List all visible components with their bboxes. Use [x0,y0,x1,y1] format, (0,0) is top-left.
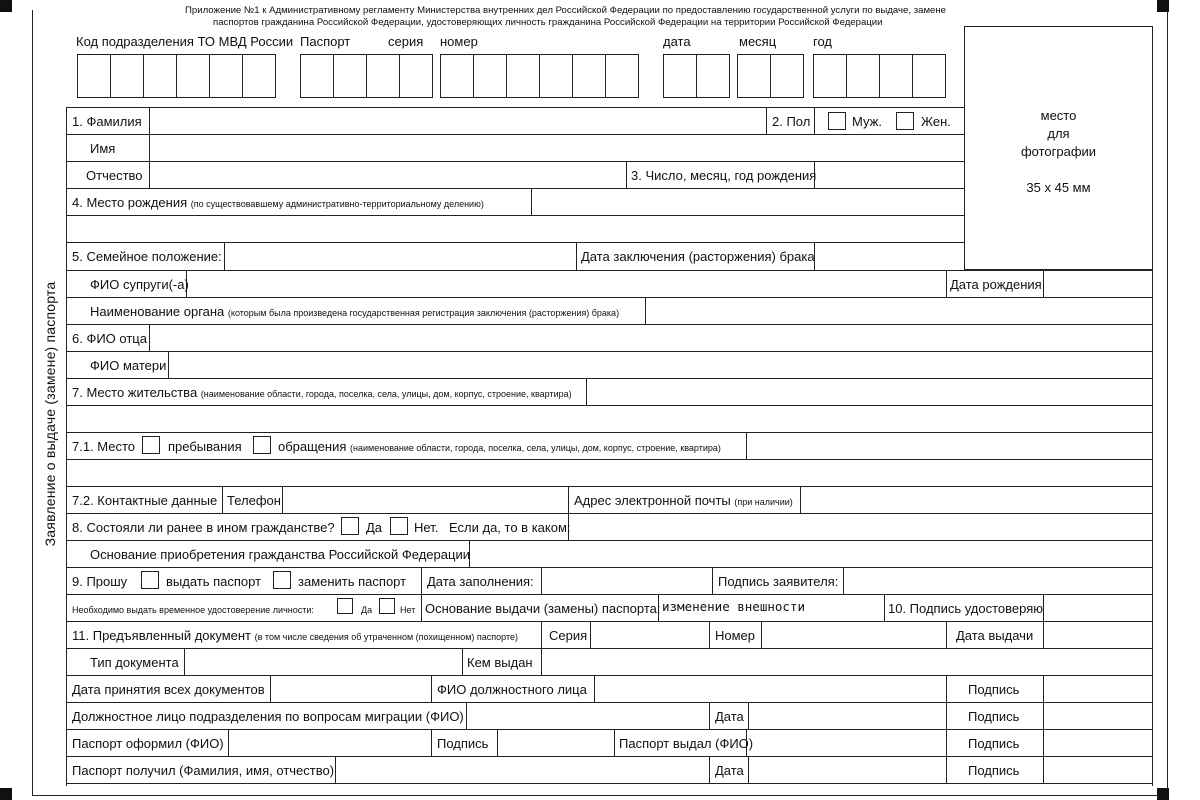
issue-date-input[interactable] [1045,623,1150,647]
corner-mark [0,0,12,12]
doc11-title: 11. Предъявленный документ [72,628,252,643]
reason-value[interactable]: изменение внешности [662,599,805,614]
col-line [843,567,844,594]
photo-text-3: фотографии [1020,144,1097,159]
row-line [66,621,1152,622]
formed-signature-label: Подпись [437,736,489,751]
signature-label: Подпись [968,763,1020,778]
patronymic-label: Отчество [86,168,143,183]
appeal-label [278,439,721,456]
col-line [946,270,947,297]
marital-label: 5. Семейное положение: [72,249,222,264]
residence-title: 7. Место жительства [72,385,198,400]
col-line [709,702,710,729]
official-label: ФИО должностного лица [437,682,587,697]
phone-label: Телефон [227,493,281,508]
row-line [66,594,1152,595]
col-line [421,594,422,621]
row-line [66,702,1152,703]
signature-label: Подпись [968,736,1020,751]
birthplace-note: (по существовавшему административно-территориальному делению) [190,199,484,209]
col-line [1043,270,1044,297]
handed-label: Паспорт выдал (ФИО) [619,736,754,751]
col-line [748,702,749,729]
marriage-date-label: Дата заключения (расторжения) брака [581,249,815,264]
appeal-checkbox[interactable] [253,436,271,454]
signature-input[interactable] [1045,731,1150,755]
birthplace-input-2[interactable] [68,217,961,241]
organ-note: (которым была произведена государственная регистрация заключения (расторжения) брака) [227,308,620,318]
row-line [66,756,1152,757]
col-line [497,729,498,756]
issued-by-label: Кем выдан [467,655,533,670]
passport-number-boxes[interactable] [440,54,639,98]
issue-label: выдать паспорт [166,574,262,589]
other-cit-yes-checkbox[interactable] [341,517,359,535]
col-line [746,432,747,459]
basis-label: Основание приобретения гражданства Российской Федерации [90,547,470,562]
dept-code-boxes[interactable] [77,54,276,98]
col-line [594,675,595,702]
year-label: год [813,34,832,49]
col-line [748,756,749,783]
passport-series-boxes[interactable] [300,54,433,98]
col-line [761,621,762,648]
col-line [421,567,422,594]
row-line [66,215,964,216]
reason-label: Основание выдачи (замены) паспорта: [425,601,661,616]
col-line [884,594,885,621]
col-line [614,729,615,756]
row-line [66,242,964,243]
other-cit-no-checkbox[interactable] [390,517,408,535]
row-line [66,567,1152,568]
stay-checkbox[interactable] [142,436,160,454]
col-line [800,486,801,513]
accept-date-label: Дата принятия всех документов [72,682,265,697]
month-boxes[interactable] [737,54,804,98]
temp-yes-checkbox[interactable] [337,598,353,614]
doc11-note: (в том числе сведения об утраченном (похищенном) паспорте) [254,632,518,642]
col-line [946,675,947,783]
birthplace-title: 4. Место рождения [72,195,188,210]
series-label: серия [388,34,424,49]
col-line [1043,594,1044,621]
birthplace-input[interactable] [533,190,961,214]
migration-date-input[interactable] [750,704,944,728]
other-cit-yes-label: Да [366,520,383,535]
number-field-input[interactable] [763,623,944,647]
official-input[interactable] [596,677,944,701]
stay-label: пребывания [168,439,242,454]
header-line-2: паспортов гражданина Российской Федерации, удостоверяющих личность гражданина Российской Федерации на территории Российской Федерации [213,17,883,28]
row-line [66,161,964,162]
row-line [66,675,1152,676]
col-line [946,621,947,648]
row-line [66,432,1152,433]
col-line [586,378,587,405]
row-line [66,324,1152,325]
col-line [576,242,577,270]
grid-right [1152,270,1153,786]
col-line [814,107,815,134]
row-line [66,783,1152,784]
dept-code-label: Код подразделения ТО МВД России [76,34,294,49]
spouse-label: ФИО супруги(-а) [90,277,189,292]
day-boxes[interactable] [663,54,730,98]
row-line [66,107,964,108]
col-line [541,567,542,594]
surname-label: 1. Фамилия [72,114,142,129]
mother-input[interactable] [170,353,1150,377]
formed-label: Паспорт оформил (ФИО) [72,736,224,751]
col-line [149,107,150,188]
number-field-label: Номер [715,628,756,643]
row-line [66,459,1152,460]
row-line [66,486,1152,487]
replace-checkbox[interactable] [273,571,291,589]
migration-official-label: Должностное лицо подразделения по вопросам миграции (ФИО) [72,709,464,724]
email-label [574,493,793,510]
corner-mark [1157,788,1169,800]
received-label: Паспорт получил (Фамилия, имя, отчество) [72,763,335,778]
surname-input[interactable] [151,109,764,133]
marital-input[interactable] [226,244,574,269]
row-line [66,134,964,135]
male-label: Муж. [852,114,882,129]
organ-label [90,304,619,321]
col-line [1043,675,1044,783]
col-line [228,729,229,756]
certify-label: 10. Подпись удостоверяю [888,601,1044,616]
temp-no-checkbox[interactable] [379,598,395,614]
col-line [645,297,646,324]
handed-input[interactable] [748,731,944,755]
received-input[interactable] [337,758,707,782]
row-line [66,648,1152,649]
issued-by-input[interactable] [543,650,1150,674]
signature-input[interactable] [1045,758,1150,782]
passport-label: Паспорт [300,34,351,49]
which-citizenship-input[interactable] [570,515,1150,539]
birthplace-label [72,195,484,212]
father-label: 6. ФИО отца [72,331,147,346]
place71-label: 7.1. Место [72,439,136,454]
col-line [431,729,432,756]
series-field-label: Серия [549,628,588,643]
month-label: месяц [739,34,777,49]
received-date-input[interactable] [750,758,944,782]
sex-label: 2. Пол [772,114,811,129]
form-title-vertical: Заявление о выдаче (замене) паспорта [42,281,58,547]
marriage-date-input[interactable] [816,244,962,269]
col-line [184,648,185,675]
grid-left [66,107,67,786]
male-checkbox[interactable] [828,112,846,130]
col-line [766,107,767,134]
which-citizenship-label: Если да, то в каком: [449,520,571,535]
signature-input[interactable] [1045,677,1150,701]
row-line [66,405,1152,406]
issue-date-label: Дата выдачи [956,628,1034,643]
photo-size: 35 x 45 мм [1026,180,1091,195]
col-line [149,324,150,351]
year-boxes[interactable] [813,54,946,98]
col-line [431,675,432,702]
accept-date-input[interactable] [272,677,429,701]
contacts-label: 7.2. Контактные данные [72,493,218,508]
col-line [541,621,542,675]
mother-label: ФИО матери [90,358,167,373]
place71-input[interactable] [748,434,1150,458]
temp-no-label: Нет [400,605,416,615]
col-line [709,621,710,648]
row-line [66,351,1152,352]
migration-date-label: Дата [715,709,744,724]
fill-date-input[interactable] [543,569,710,593]
col-line [626,161,627,188]
corner-mark [1157,0,1169,12]
row-line [66,540,1152,541]
col-line [270,675,271,702]
email-note: (при наличии) [734,497,793,507]
name-input[interactable] [151,136,961,160]
birthdate-label: 3. Число, месяц, год рождения [631,168,817,183]
formed-signature-input[interactable] [499,731,612,755]
row-line [66,188,964,189]
signature-input[interactable] [1045,704,1150,728]
spouse-birth-input[interactable] [1045,272,1150,296]
email-input[interactable] [802,488,1150,512]
photo-text-2: для [1047,126,1070,141]
appeal-note: (наименование области, города, поселка, села, улицы, дом, корпус, строение, квартира) [350,443,721,453]
residence-input-2[interactable] [68,407,1150,431]
row-line [66,378,1152,379]
migration-official-input[interactable] [468,704,707,728]
patronymic-input[interactable] [151,163,624,187]
col-line [335,756,336,783]
day-label: дата [663,34,691,49]
applicant-signature-input[interactable] [845,569,1150,593]
formed-input[interactable] [230,731,429,755]
other-cit-no-label: Нет. [414,520,439,535]
temp-yes-label: Да [361,605,373,615]
father-input[interactable] [151,326,1150,350]
photo-box [964,26,1153,270]
col-line [168,351,169,378]
doc-type-label: Тип документа [90,655,179,670]
name-label: Имя [90,141,116,156]
col-line [282,486,283,513]
female-checkbox[interactable] [896,112,914,130]
series-field-input[interactable] [592,623,707,647]
email-title: Адрес электронной почты [574,493,731,508]
row-line [66,270,1152,271]
col-line [462,648,463,675]
number-label: номер [440,34,478,49]
ask-label: 9. Прошу [72,574,128,589]
temp-id-label: Необходимо выдать временное удостоверение личности: [72,605,314,615]
col-line [466,702,467,729]
residence-note: (наименование области, города, поселка, села, улицы, дом, корпус, строение, квартира) [200,389,572,399]
organ-input[interactable] [647,299,1150,323]
doc-type-input[interactable] [186,650,460,674]
col-line [712,567,713,594]
residence-label [72,385,572,402]
received-date-label: Дата [715,763,744,778]
spouse-input[interactable] [188,272,944,296]
col-line [709,756,710,783]
other-citizenship-label: 8. Состояли ли ранее в ином гражданстве? [72,520,335,535]
female-label: Жен. [921,114,951,129]
residence-input[interactable] [588,380,1150,404]
row-line [66,297,1152,298]
col-line [222,486,223,513]
doc11-label [72,628,518,645]
corner-mark [0,788,12,800]
birthdate-input[interactable] [816,163,962,187]
photo-text-1: место [1040,108,1077,123]
col-line [568,486,569,513]
basis-input[interactable] [471,542,1150,566]
signature-label: Подпись [968,682,1020,697]
header-line-1: Приложение №1 к Административному регламенту Министерства внутренних дел Российской Федерации по предоставлению государственной услуги по выдаче, замене [185,5,947,16]
phone-input[interactable] [284,488,566,512]
spouse-birth-label: Дата рождения [950,277,1042,292]
place71-input-2[interactable] [68,461,1150,485]
organ-title: Наименование органа [90,304,225,319]
fill-date-label: Дата заполнения: [427,574,534,589]
col-line [590,621,591,648]
applicant-signature-label: Подпись заявителя: [718,574,839,589]
col-line [1043,621,1044,648]
signature-label: Подпись [968,709,1020,724]
appeal-title: обращения [278,439,347,454]
certify-input[interactable] [1045,596,1150,620]
col-line [531,188,532,215]
row-line [66,513,1152,514]
replace-label: заменить паспорт [298,574,407,589]
issue-checkbox[interactable] [141,571,159,589]
col-line [224,242,225,270]
